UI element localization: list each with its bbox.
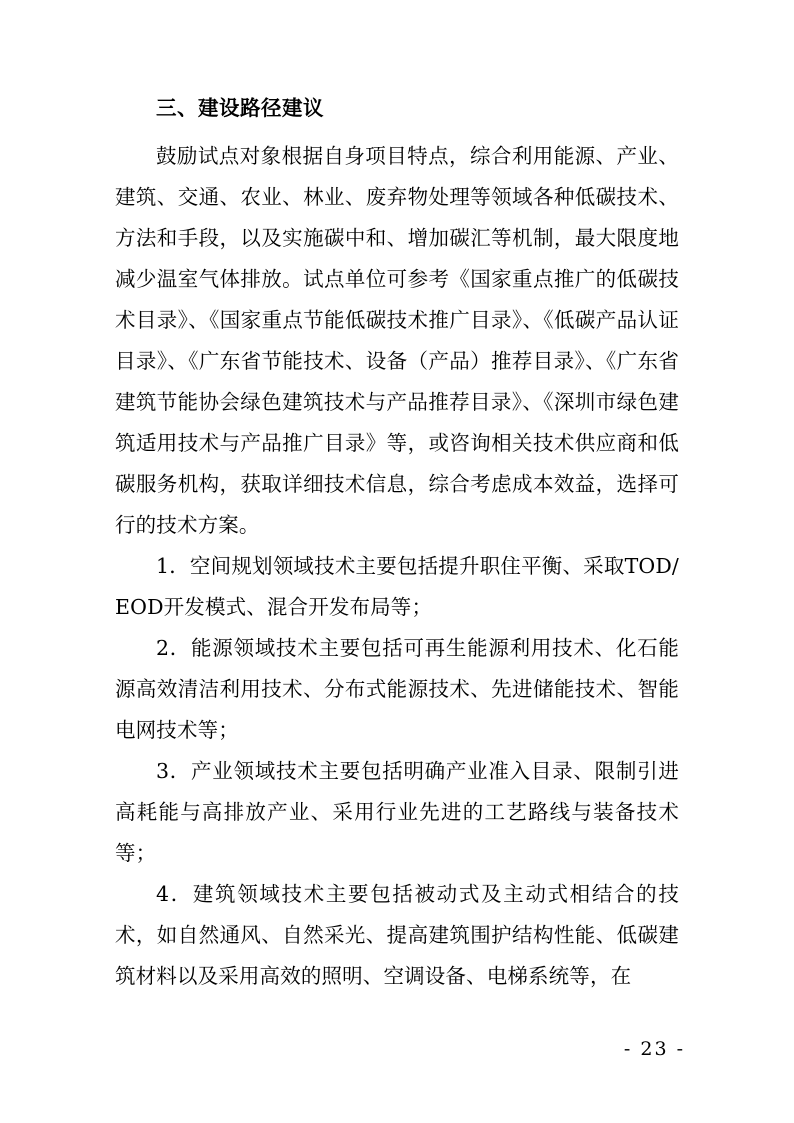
paragraph-item-2: 2．能源领域技术主要包括可再生能源利用技术、化石能源高效清洁利用技术、分布式能源技术、先进储能技术、智能电网技术等； bbox=[115, 636, 679, 742]
paragraph-item-1: 1．空间规划领域技术主要包括提升职住平衡、采取TOD/EOD开发模式、混合开发布局等； bbox=[115, 554, 679, 619]
paragraph-intro: 鼓励试点对象根据自身项目特点，综合利用能源、产业、建筑、交通、农业、林业、废弃物处理等领域各种低碳技术、方法和手段，以及实施碳中和、增加碳汇等机制，最大限度地减少温室气体排放。试点单位可参考《国家重点推广的低碳技术目录》、《国家重点节能低碳技术推广目录》、《低碳产品认证目录》、《广东省节能技术、设备（产品）推荐目录》、《广东省建筑节能协会绿色建筑技术与产品推荐目录》、《深圳市绿色建筑适用技术与产品推广目录》等，或咨询相关技术供应商和低碳服务机构，获取详细技术信息，综合考虑成本效益，选择可行的技术方案。 bbox=[115, 144, 679, 537]
paragraph-item-4: 4．建筑领域技术主要包括被动式及主动式相结合的技术，如自然通风、自然采光、提高建筑围护结构性能、低碳建筑材料以及采用高效的照明、空调设备、电梯系统等，在 bbox=[115, 882, 679, 988]
document-body bbox=[115, 88, 679, 997]
section-heading: 三、建设路径建议 bbox=[156, 96, 324, 120]
page-number: - 23 - bbox=[623, 1038, 685, 1060]
paragraph-item-3: 3．产业领域技术主要包括明确产业准入目录、限制引进高耗能与高排放产业、采用行业先进的工艺路线与装备技术等； bbox=[115, 759, 679, 865]
